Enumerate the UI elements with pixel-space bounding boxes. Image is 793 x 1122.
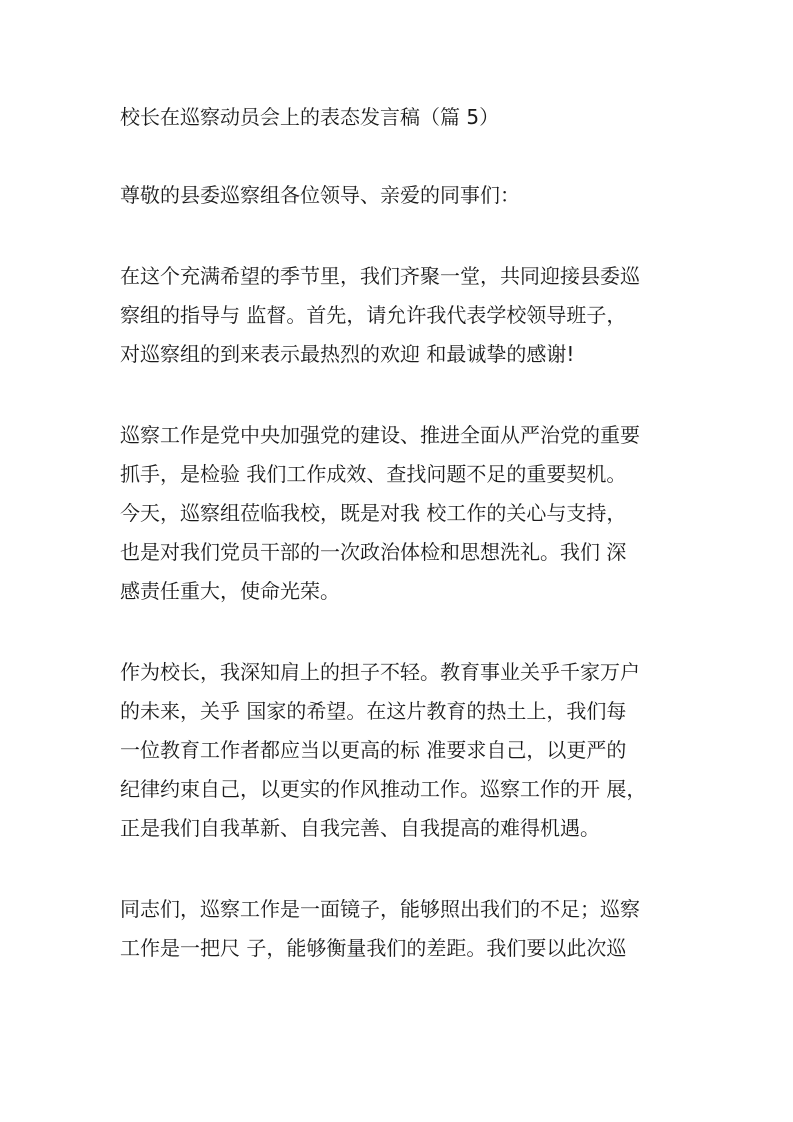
paragraph-line: 同志们，巡察工作是一面镜子，能够照出我们的不足；巡察 — [120, 897, 640, 921]
document-body — [120, 98, 680, 968]
paragraph-line: 在这个充满希望的季节里，我们齐聚一堂，共同迎接县委巡 — [120, 264, 640, 288]
paragraph-2 — [120, 416, 680, 611]
paragraph-1 — [120, 257, 680, 374]
paragraph-gap — [120, 848, 680, 890]
greeting-line: 尊敬的县委巡察组各位领导、亲爱的同事们： — [120, 183, 520, 207]
title-line: 校长在巡察动员会上的表态发言稿（篇 5） — [120, 105, 500, 129]
paragraph-gap — [120, 611, 680, 653]
paragraph-line: 一位教育工作者都应当以更高的标 准要求自己，以更严的 — [120, 738, 627, 762]
paragraph-gap — [120, 137, 680, 176]
paragraph-line: 纪律约束自己，以更实的作风推动工作。巡察工作的开 展， — [120, 777, 647, 801]
greeting — [120, 176, 680, 215]
paragraph-line: 作为校长，我深知肩上的担子不轻。教育事业关乎千家万户 — [120, 660, 640, 684]
document-title — [120, 98, 680, 137]
paragraph-line: 也是对我们党员干部的一次政治体检和思想洗礼。我们 深 — [120, 540, 627, 564]
paragraph-gap — [120, 374, 680, 416]
paragraph-4 — [120, 890, 680, 968]
paragraph-line: 感责任重大，使命光荣。 — [120, 579, 340, 603]
paragraph-line: 巡察工作是党中央加强党的建设、推进全面从严治党的重要 — [120, 423, 640, 447]
paragraph-line: 正是我们自我革新、自我完善、自我提高的难得机遇。 — [120, 816, 600, 840]
paragraph-line: 工作是一把尺 子，能够衡量我们的差距。我们要以此次巡 — [120, 936, 627, 960]
paragraph-line: 今天，巡察组莅临我校，既是对我 校工作的关心与支持， — [120, 501, 627, 525]
paragraph-line: 抓手，是检验 我们工作成效、查找问题不足的重要契机。 — [120, 462, 627, 486]
paragraph-line: 的未来，关乎 国家的希望。在这片教育的热土上，我们每 — [120, 699, 627, 723]
paragraph-line: 察组的指导与 监督。首先，请允许我代表学校领导班子， — [120, 303, 627, 327]
paragraph-gap — [120, 215, 680, 257]
paragraph-3 — [120, 653, 680, 848]
paragraph-line: 对巡察组的到来表示最热烈的欢迎 和最诚挚的感谢! — [120, 342, 575, 366]
